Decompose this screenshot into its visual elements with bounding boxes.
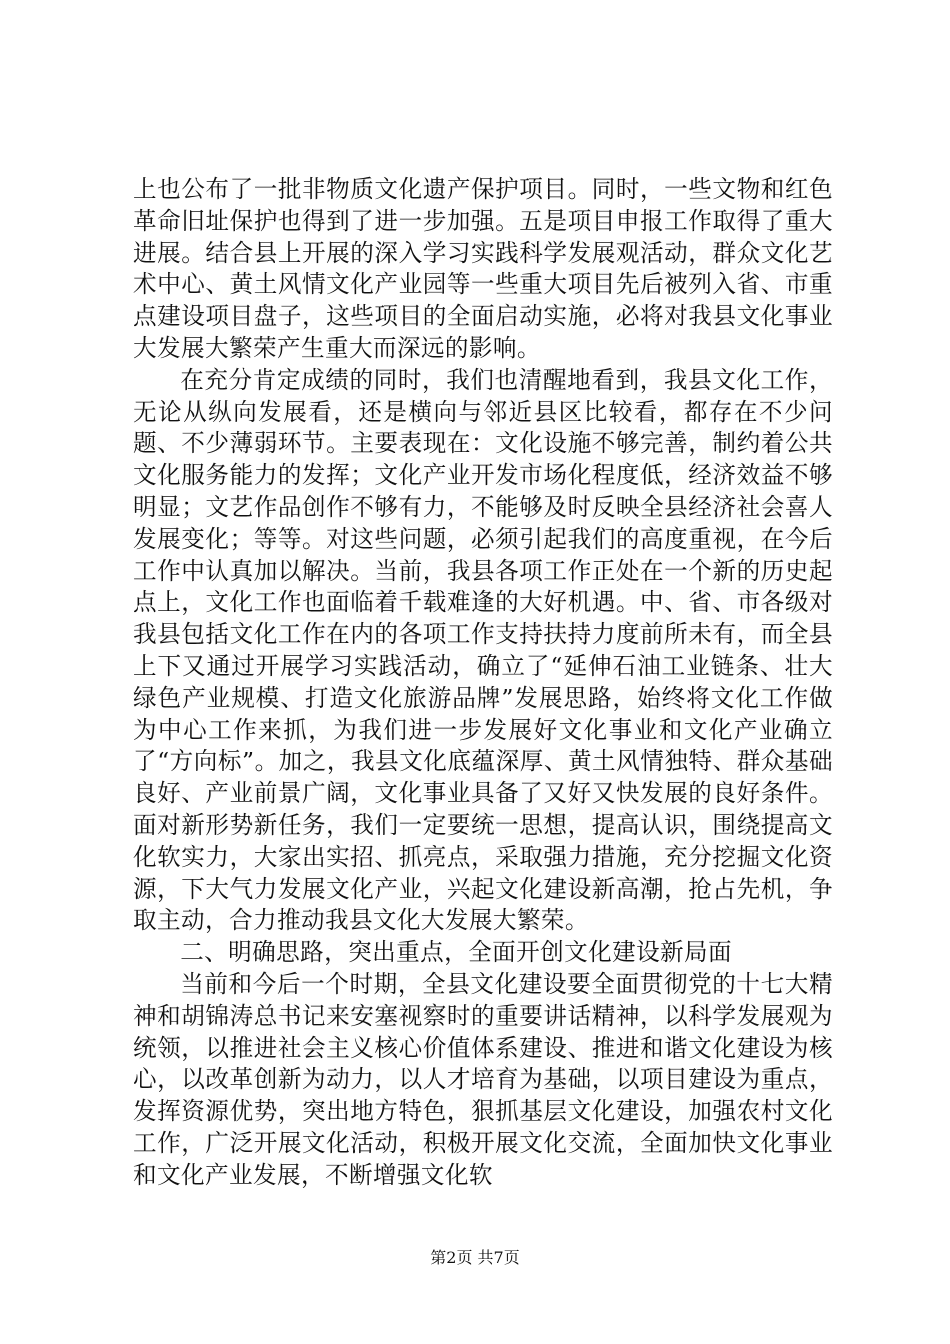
page-footer: 第2页 共7页 (430, 1248, 520, 1267)
paragraph-2: 在充分肯定成绩的同时，我们也清醒地看到，我县文化工作，无论从纵向发展看，还是横向与邻近县区比较看，都存在不少问题、不少薄弱环节。主要表现在：文化设施不够完善，制约着公共文化服务能力的发挥；文化产业开发市场化程度低，经济效益不够明显；文艺作品创作不够有力，不能够及时反映全县经济社会喜人发展变化；等等。对这些问题，必须引起我们的高度重视，在今后工作中认真加以解决。当前，我县各项工作正处在一个新的历史起点上，文化工作也面临着千载难逢的大好机遇。中、省、市各级对我县包括文化工作在内的各项工作支持扶持力度前所未有，而全县上下又通过开展学习实践活动，确立了“延伸石油工业链条、壮大绿色产业规模、打造文化旅游品牌”发展思路，始终将文化工作做为中心工作来抓，为我们进一步发展好文化事业和文化产业确立了“方向标”。加之，我县文化底蕴深厚、黄土风情独特、群众基础良好、产业前景广阔，文化事业具备了又好又快发展的良好条件。面对新形势新任务，我们一定要统一思想，提高认识，围绕提高文化软实力，大家出实招、抓亮点，采取强力措施，充分挖掘文化资源，下大气力发展文化产业，兴起文化建设新高潮，抢占先机，争取主动，合力推动我县文化大发展大繁荣。 (133, 365, 833, 935)
section-heading: 二、明确思路，突出重点，全面开创文化建设新局面 (180, 938, 733, 967)
paragraph-3: 当前和今后一个时期，全县文化建设要全面贯彻党的十七大精神和胡锦涛总书记来安塞视察时的重要讲话精神，以科学发展观为统领，以推进社会主义核心价值体系建设、推进和谐文化建设为核心，以改革创新为动力，以人才培育为基础，以项目建设为重点，发挥资源优势，突出地方特色，狠抓基层文化建设，加强农村文化工作，广泛开展文化活动，积极开展文化交流，全面加快文化事业和文化产业发展，不断增强文化软 (133, 969, 833, 1189)
paragraph-1: 上也公布了一批非物质文化遗产保护项目。同时，一些文物和红色革命旧址保护也得到了进一步加强。五是项目申报工作取得了重大进展。结合县上开展的深入学习实践科学发展观活动，群众文化艺术中心、黄土风情文化产业园等一些重大项目先后被列入省、市重点建设项目盘子，这些项目的全面启动实施，必将对我县文化事业大发展大繁荣产生重大而深远的影响。 (133, 175, 833, 362)
document-body (133, 174, 833, 1192)
